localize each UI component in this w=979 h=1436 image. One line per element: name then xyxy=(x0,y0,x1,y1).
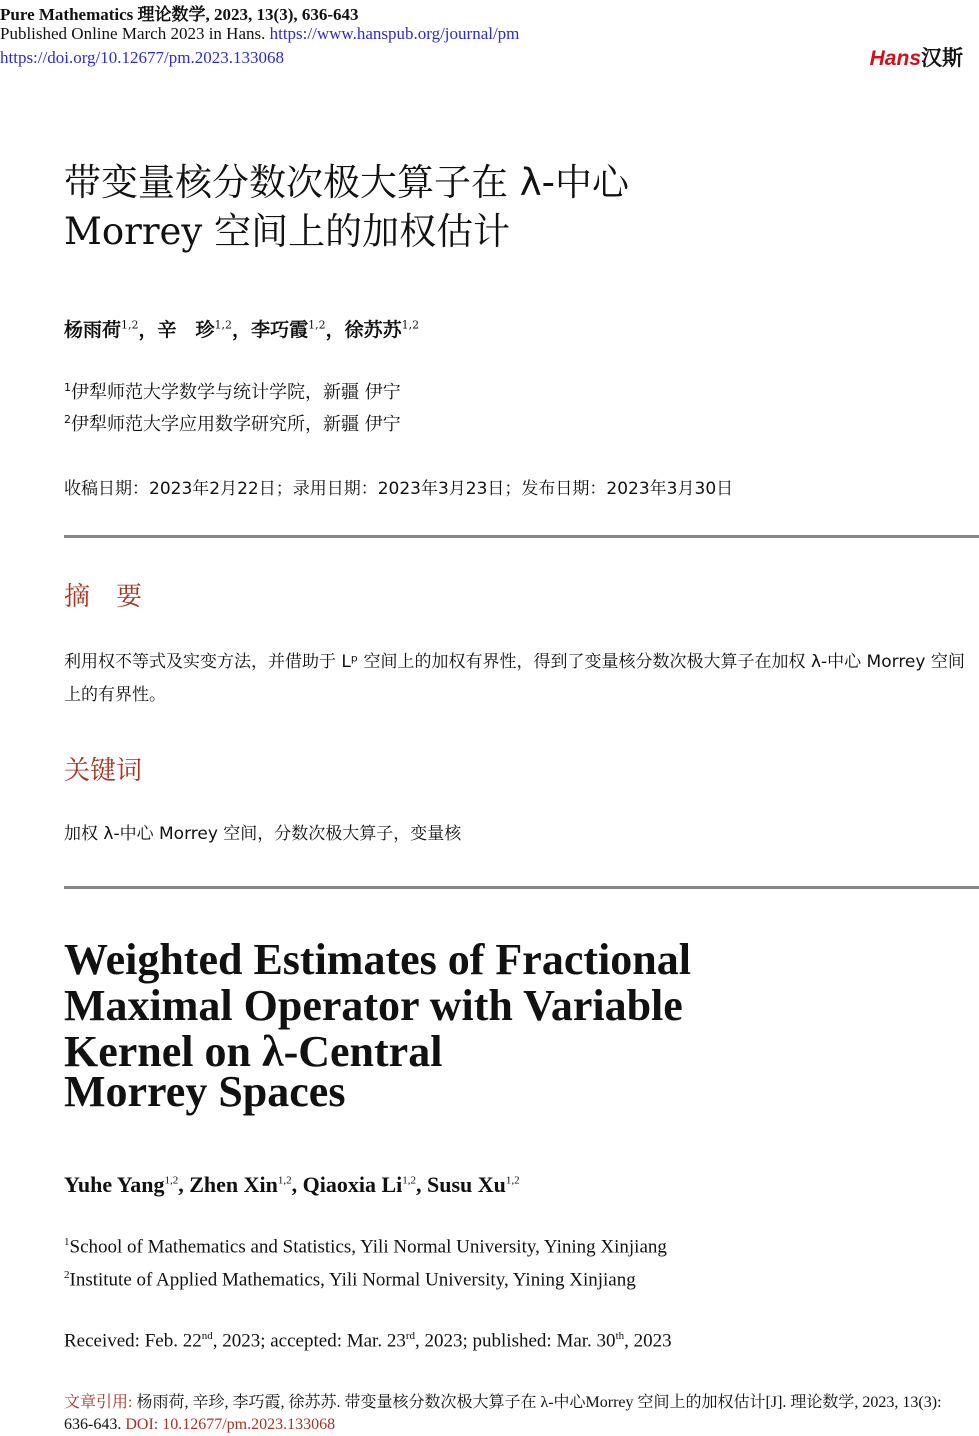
hans-logo: Hans汉斯 xyxy=(869,47,963,70)
cn-keywords: 加权 λ-中心 Morrey 空间，分数次极大算子，变量核 xyxy=(64,824,462,844)
en-dates: Received: Feb. 22nd, 2023; accepted: Mar. 23rd, 2023; published: Mar. 30th, 2023 xyxy=(64,1330,672,1352)
abstract-heading: 摘 要 xyxy=(64,582,143,612)
published-line xyxy=(0,24,519,44)
journal-link[interactable]: https://www.hanspub.org/journal/pm xyxy=(269,24,520,43)
en-affiliation-2: $^2$Institute of Applied Mathematics, Yili Normal University, Yining Xinjiang xyxy=(64,1269,636,1291)
keywords-heading: 关键词 xyxy=(64,756,143,786)
citation: 文章引用: 杨雨荷, 辛珍, 李巧霞, 徐苏苏. 带变量核分数次极大算子在 λ-中心Morrey 空间上的加权估计[J]. 理论数学, 2023, 13(3): 636-643. DOI: 10.12677/pm.2023.133068 xyxy=(64,1394,942,1433)
en-affiliation-1: $^1$School of Mathematics and Statistics, Yili Normal University, Yining Xinjiang xyxy=(64,1236,667,1258)
doi-link[interactable]: https://doi.org/10.12677/pm.2023.133068 xyxy=(0,48,284,67)
cn-affiliation-1: $^1$伊犁师范大学数学与统计学院，新疆 伊宁 xyxy=(64,381,401,403)
en-title-line1: Weighted Estimates of Fractional xyxy=(64,935,691,984)
en-title-line3: Kernel on λ-Central xyxy=(64,1027,443,1076)
en-title-line4: Morrey Spaces xyxy=(64,1067,346,1116)
cn-affiliation-2: $^2$伊犁师范大学应用数学研究所，新疆 伊宁 xyxy=(64,413,401,435)
en-authors: Yuhe Yang$^{1,2}$, Zhen Xin$^{1,2}$, Qiaoxia Li$^{1,2}$, Susu Xu$^{1,2}$ xyxy=(64,1172,520,1197)
cn-title-line1: 带变量核分数次极大算子在 λ-中心 xyxy=(64,161,630,204)
citation-doi-link[interactable]: DOI: 10.12677/pm.2023.133068 xyxy=(125,1416,336,1433)
published-text: Published Online March 2023 in Hans. xyxy=(0,24,266,43)
en-title-line2: Maximal Operator with Variable xyxy=(64,981,683,1030)
cn-abstract: 利用权不等式及实变方法，并借助于 Lᵖ 空间上的加权有界性，得到了变量核分数次极大算子在加权 λ-中心 Morrey 空间上的有界性。 xyxy=(64,652,965,705)
divider xyxy=(64,535,979,538)
cn-dates: 收稿日期：2023年2月22日；录用日期：2023年3月23日；发布日期：2023年3月30日 xyxy=(64,479,734,499)
cn-authors: 杨雨荷$^{1,2}$，辛 珍$^{1,2}$，李巧霞$^{1,2}$，徐苏苏$^{1,2}$ xyxy=(64,318,420,341)
cn-title-line2: Morrey 空间上的加权估计 xyxy=(64,210,511,253)
journal-header: Pure Mathematics 理论数学, 2023, 13(3), 636-643 xyxy=(0,5,359,24)
divider xyxy=(64,886,979,889)
